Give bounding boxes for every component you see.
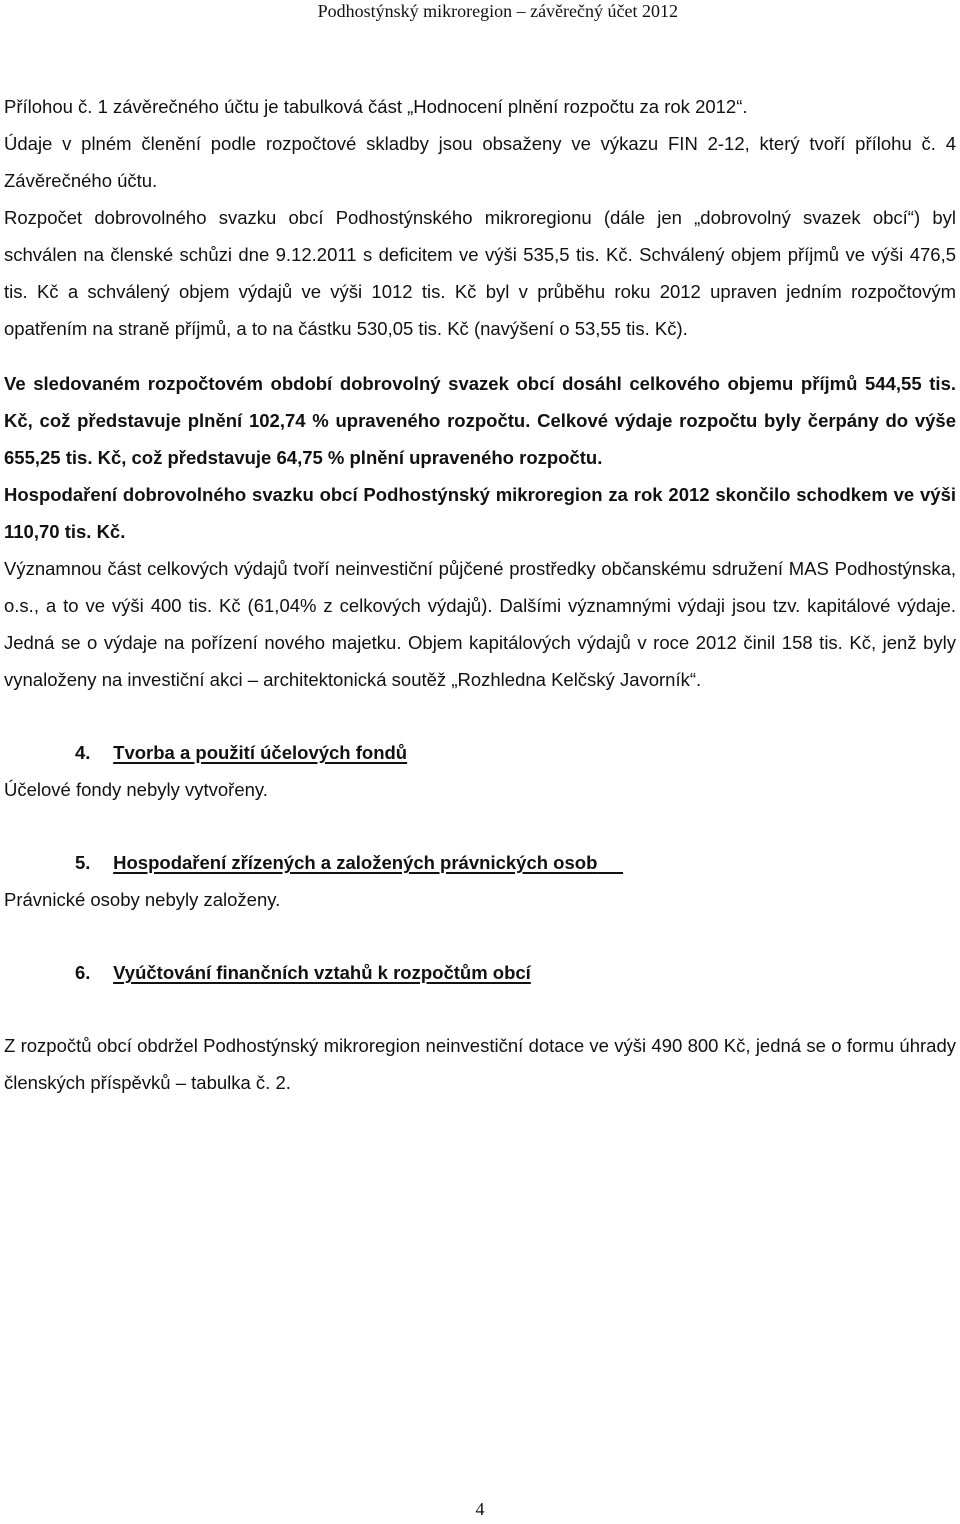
income-expense-summary: Ve sledovaném rozpočtovém období dobrovolný svazek obcí dosáhl celkového objemu příjmů 544,55 tis. Kč, což představuje plnění 102,74 % upraveného rozpočtu. Celkové výdaje rozpočtu byly čerpány do výše 655,25 tis. Kč, což představuje 64,75 % plnění upraveného rozpočtu. [4, 373, 956, 468]
section-4-body: Účelové fondy nebyly vytvořeny. [4, 779, 268, 800]
section-6-title: Vyúčtování finančních vztahů k rozpočtům obcí [113, 962, 531, 983]
subsidy-paragraph: Z rozpočtů obcí obdržel Podhostýnský mikroregion neinvestiční dotace ve výši 490 800 Kč, jedná se o formu úhrady členských příspěvků – tabulka č. 2. [4, 1035, 956, 1093]
section-4-title: Tvorba a použití účelových fondů [113, 742, 408, 763]
section-4-heading [75, 734, 956, 771]
section-4-number: 4. [75, 742, 91, 763]
section-6-heading [75, 954, 956, 991]
section-4 [4, 734, 956, 808]
intro-paragraph-2: Údaje v plném členění podle rozpočtové skladby jsou obsaženy ve výkazu FIN 2-12, který tvoří přílohu č. 4 Závěrečného účtu. [4, 133, 956, 191]
section-5-number: 5. [75, 852, 91, 873]
page-number [0, 1497, 960, 1521]
section-5-heading [75, 844, 956, 881]
section-5-body: Právnické osoby nebyly založeny. [4, 889, 281, 910]
document-title: Podhostýnský mikroregion – závěrečný účet 2012 [317, 1, 678, 21]
deficit-summary: Hospodaření dobrovolného svazku obcí Podhostýnský mikroregion za rok 2012 skončilo schodkem ve výši 110,70 tis. Kč. [4, 484, 956, 542]
section-6 [4, 954, 956, 991]
section-5-title: Hospodaření zřízených a založených právnických osob [113, 852, 598, 873]
document-body [4, 88, 956, 1101]
section-5 [4, 844, 956, 918]
expense-details: Významnou část celkových výdajů tvoří neinvestiční půjčené prostředky občanskému sdružení MAS Podhostýnska, o.s., a to ve výši 400 tis. Kč (61,04% z celkových výdajů). Dalšími významnými výdaji jsou tzv. kapitálové výdaje. Jedná se o výdaje na pořízení nového majetku. Objem kapitálových výdajů v roce 2012 činil 158 tis. Kč, jenž byly vynaloženy na investiční akci – architektonická soutěž „Rozhledna Kelčský Javorník“. [4, 558, 956, 690]
section-6-number: 6. [75, 962, 91, 983]
page-number-value: 4 [475, 1499, 485, 1519]
intro-paragraph-1: Přílohou č. 1 závěrečného účtu je tabulková část „Hodnocení plnění rozpočtu za rok 2012“. [4, 96, 748, 117]
page-header [0, 0, 960, 34]
section-5-title-trail [597, 852, 623, 873]
budget-paragraph: Rozpočet dobrovolného svazku obcí Podhostýnského mikroregionu (dále jen „dobrovolný svazek obcí“) byl schválen na členské schůzi dne 9.12.2011 s deficitem ve výši 535,5 tis. Kč. Schválený objem příjmů ve výši 476,5 tis. Kč a schválený objem výdajů ve výši 1012 tis. Kč byl v průběhu roku 2012 upraven jedním rozpočtovým opatřením na straně příjmů, a to na částku 530,05 tis. Kč (navýšení o 53,55 tis. Kč). [4, 207, 956, 339]
